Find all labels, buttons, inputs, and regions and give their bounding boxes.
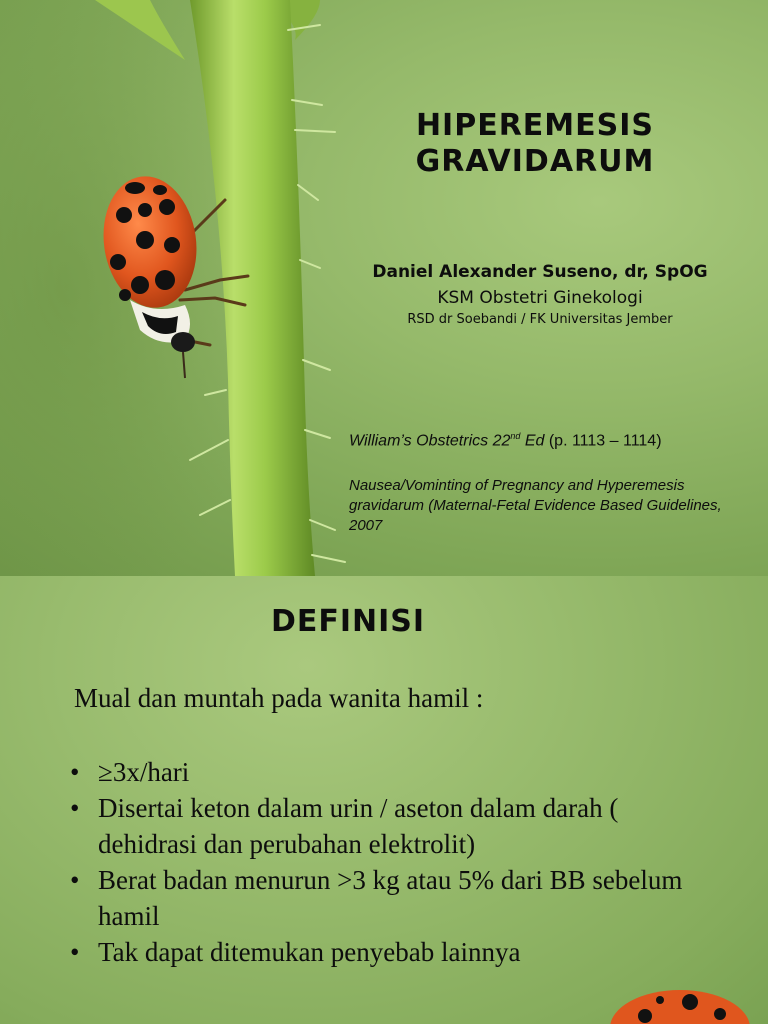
bullet-text: ≥3x/hari bbox=[98, 757, 190, 787]
bullet-icon: • bbox=[70, 865, 80, 895]
list-item bbox=[70, 754, 710, 790]
ref1-superscript: nd bbox=[510, 431, 521, 441]
reference-williams bbox=[349, 431, 759, 450]
title-line-2: GRAVIDARUM bbox=[415, 144, 655, 179]
list-item bbox=[70, 862, 710, 934]
bullet-icon: • bbox=[70, 757, 80, 787]
reference-guidelines: Nausea/Vominting of Pregnancy and Hyperemesis gravidarum (Maternal-Fetal Evidence Based Guidelines, 2007 bbox=[349, 477, 722, 534]
bullet-text: Berat badan menurun >3 kg atau 5% dari BB sebelum hamil bbox=[98, 865, 683, 931]
ref1-edition: Ed bbox=[520, 432, 545, 450]
bullet-text: Tak dapat ditemukan penyebab lainnya bbox=[98, 937, 521, 967]
definition-bullet-list bbox=[70, 754, 710, 970]
list-item bbox=[70, 934, 710, 970]
ref1-pages: (p. 1113 – 1114) bbox=[544, 432, 662, 450]
bullet-icon: • bbox=[70, 937, 80, 967]
title-line-1: HIPEREMESIS bbox=[415, 108, 655, 143]
institution: RSD dr Soebandi / FK Universitas Jember bbox=[407, 312, 673, 327]
definition-intro: Mual dan muntah pada wanita hamil : bbox=[74, 683, 484, 713]
author-name: Daniel Alexander Suseno, dr, SpOG bbox=[372, 262, 708, 282]
ref1-title: William’s Obstetrics 22 bbox=[349, 432, 511, 450]
definition-slide bbox=[0, 576, 768, 1024]
ladybug-corner-illustration bbox=[610, 990, 750, 1024]
presentation-title bbox=[380, 108, 690, 180]
bullet-icon: • bbox=[70, 793, 80, 823]
bullet-text: Disertai keton dalam urin / aseton dalam darah ( dehidrasi dan perubahan elektrolit) bbox=[98, 793, 619, 859]
department: KSM Obstetri Ginekologi bbox=[437, 288, 643, 308]
definition-title: DEFINISI bbox=[270, 604, 426, 639]
list-item bbox=[70, 790, 710, 862]
